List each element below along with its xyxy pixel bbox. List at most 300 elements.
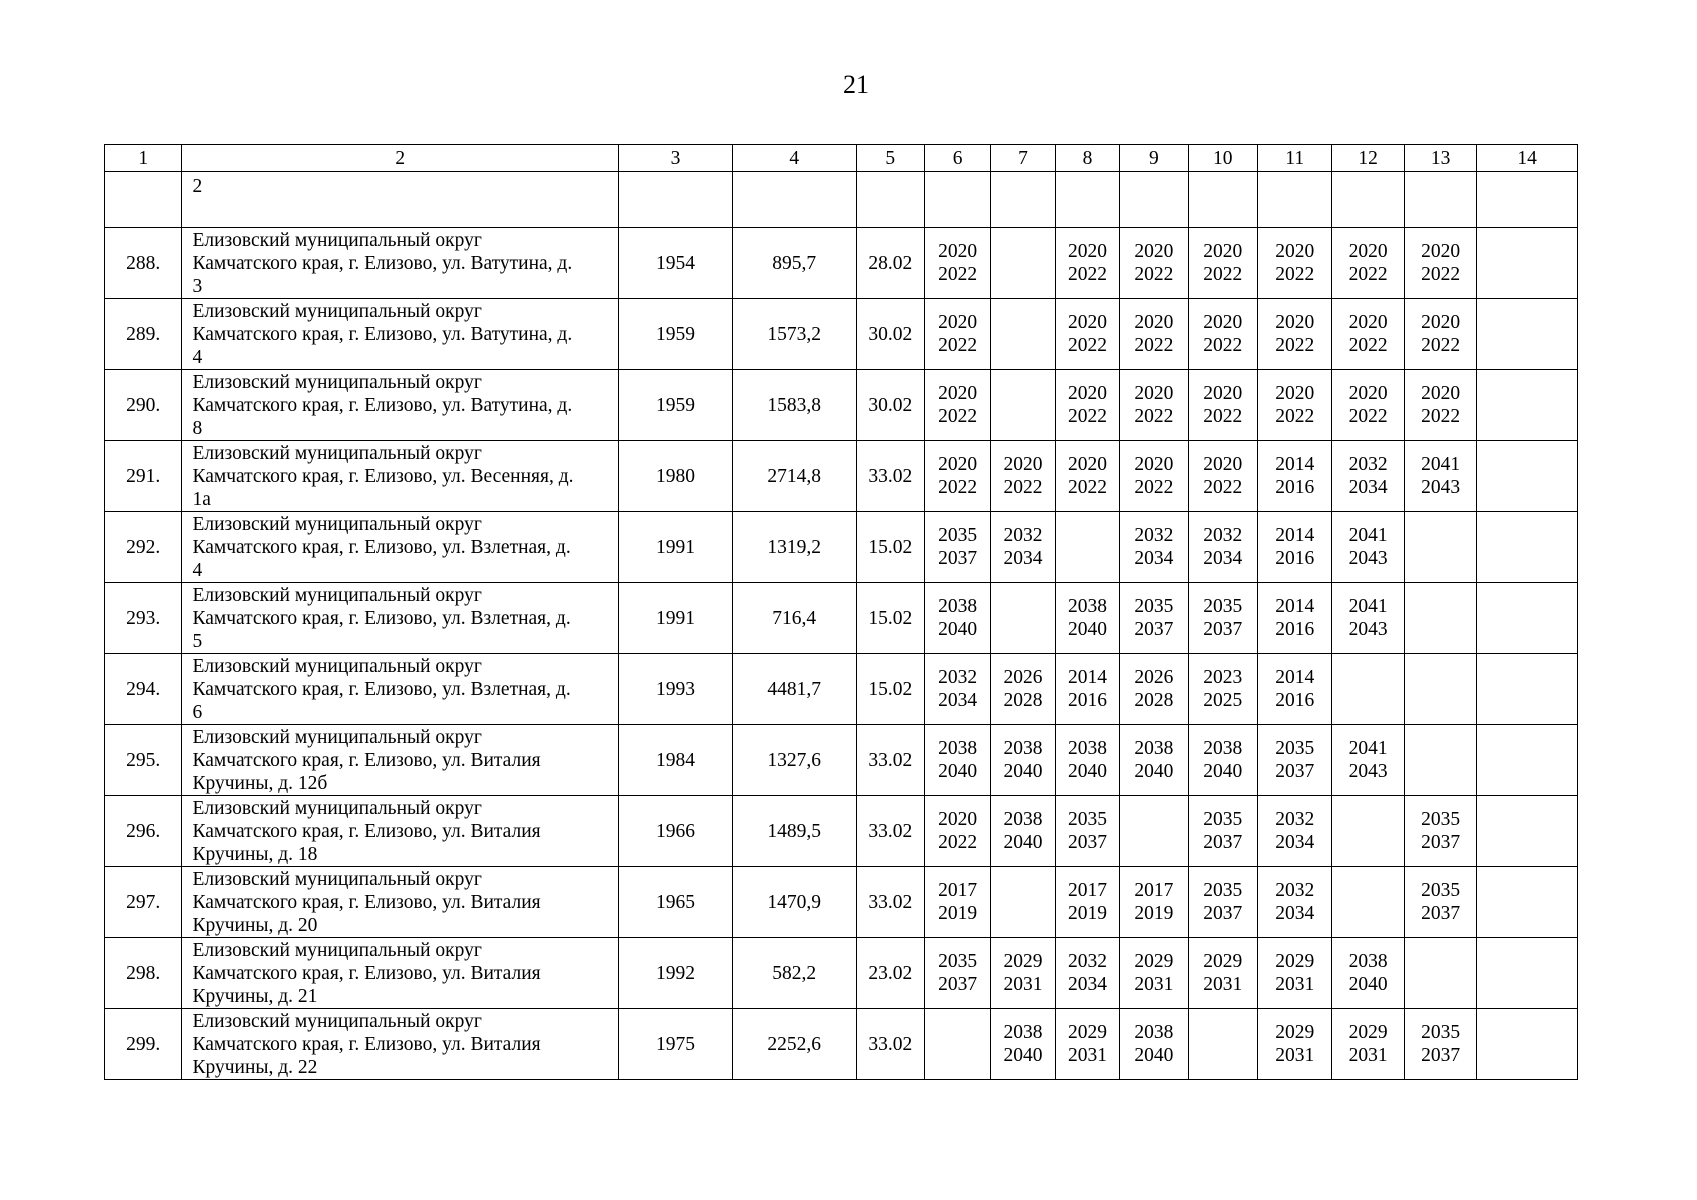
period-start: 2029 bbox=[1003, 951, 1043, 972]
empty-cell bbox=[1120, 172, 1188, 228]
empty-cell bbox=[105, 172, 182, 228]
address-cell bbox=[182, 1009, 619, 1080]
period-end: 2031 bbox=[1348, 1045, 1388, 1066]
period-end: 2031 bbox=[1003, 974, 1043, 995]
period-cell bbox=[1120, 228, 1188, 299]
period-cell bbox=[1332, 654, 1404, 725]
period-end: 2022 bbox=[1067, 477, 1107, 498]
address-cell bbox=[182, 512, 619, 583]
period-cell bbox=[1477, 583, 1578, 654]
column-number: 13 bbox=[1404, 145, 1476, 172]
period-start: 2035 bbox=[1203, 809, 1243, 830]
build-year: 1959 bbox=[619, 370, 733, 441]
period-cell bbox=[1188, 512, 1257, 583]
period-cell bbox=[1257, 228, 1331, 299]
period-cell bbox=[1120, 441, 1188, 512]
period-cell bbox=[1477, 1009, 1578, 1080]
period-start: 2035 bbox=[1067, 809, 1107, 830]
empty-cell bbox=[924, 172, 990, 228]
wear-code: 30.02 bbox=[856, 299, 924, 370]
empty-cell bbox=[619, 172, 733, 228]
empty-cell bbox=[991, 172, 1055, 228]
address-line: Елизовский муниципальный округ bbox=[192, 371, 482, 393]
period-end: 2022 bbox=[938, 832, 978, 853]
period-start: 2020 bbox=[938, 383, 978, 404]
address-line: Елизовский муниципальный округ bbox=[192, 868, 482, 890]
address-line: Елизовский муниципальный округ bbox=[192, 300, 482, 322]
period-start: 2032 bbox=[1203, 525, 1243, 546]
address-line: Елизовский муниципальный округ bbox=[192, 939, 482, 961]
address-line: Камчатского края, г. Елизово, ул. Взлетная, д. bbox=[192, 607, 571, 629]
period-start: 2038 bbox=[1067, 738, 1107, 759]
period-cell bbox=[1188, 370, 1257, 441]
address-cell bbox=[182, 441, 619, 512]
period-cell bbox=[1477, 441, 1578, 512]
period-cell bbox=[1120, 938, 1188, 1009]
build-year: 1954 bbox=[619, 228, 733, 299]
period-cell bbox=[1404, 441, 1476, 512]
address-cell bbox=[182, 370, 619, 441]
period-start: 2029 bbox=[1348, 1022, 1388, 1043]
period-start: 2032 bbox=[1348, 454, 1388, 475]
total-area: 2714,8 bbox=[732, 441, 856, 512]
period-end: 2022 bbox=[1203, 406, 1243, 427]
period-cell bbox=[991, 796, 1055, 867]
table-row bbox=[105, 441, 1578, 512]
period-end: 2022 bbox=[1134, 335, 1174, 356]
wear-code: 15.02 bbox=[856, 654, 924, 725]
period-cell bbox=[1404, 1009, 1476, 1080]
period-end: 2040 bbox=[1067, 761, 1107, 782]
period-cell bbox=[1404, 796, 1476, 867]
period-end: 2034 bbox=[1348, 477, 1388, 498]
address-line: Кручины, д. 20 bbox=[192, 914, 318, 936]
period-cell bbox=[1055, 441, 1119, 512]
address-line: 1а bbox=[192, 488, 211, 510]
period-end: 2022 bbox=[1348, 335, 1388, 356]
period-end: 2022 bbox=[1134, 406, 1174, 427]
period-cell bbox=[1188, 1009, 1257, 1080]
period-cell bbox=[1188, 654, 1257, 725]
wear-code: 33.02 bbox=[856, 441, 924, 512]
period-cell bbox=[1332, 725, 1404, 796]
period-end: 2022 bbox=[1067, 406, 1107, 427]
address-line: 5 bbox=[192, 630, 203, 652]
period-cell bbox=[1188, 441, 1257, 512]
period-cell bbox=[991, 228, 1055, 299]
period-end: 2034 bbox=[1067, 974, 1107, 995]
address-line: Елизовский муниципальный округ bbox=[192, 726, 482, 748]
period-cell bbox=[924, 725, 990, 796]
period-end: 2016 bbox=[1275, 690, 1315, 711]
period-end: 2031 bbox=[1067, 1045, 1107, 1066]
period-end: 2037 bbox=[938, 974, 978, 995]
address-cell bbox=[182, 796, 619, 867]
period-start: 2020 bbox=[1134, 383, 1174, 404]
period-start: 2032 bbox=[1067, 951, 1107, 972]
wear-code: 33.02 bbox=[856, 725, 924, 796]
period-end: 2040 bbox=[1003, 832, 1043, 853]
address-cell bbox=[182, 867, 619, 938]
period-cell bbox=[1477, 299, 1578, 370]
build-year: 1966 bbox=[619, 796, 733, 867]
period-start: 2035 bbox=[938, 525, 978, 546]
period-start: 2035 bbox=[1203, 596, 1243, 617]
column-number: 12 bbox=[1332, 145, 1404, 172]
row-number: 293. bbox=[105, 583, 182, 654]
period-cell bbox=[1055, 938, 1119, 1009]
table-row bbox=[105, 583, 1578, 654]
period-end: 2043 bbox=[1421, 477, 1461, 498]
period-cell bbox=[1055, 725, 1119, 796]
table-row bbox=[105, 370, 1578, 441]
period-end: 2022 bbox=[1348, 406, 1388, 427]
address-line: Камчатского края, г. Елизово, ул. Виталия bbox=[192, 820, 541, 842]
period-cell bbox=[1188, 725, 1257, 796]
empty-cell bbox=[732, 172, 856, 228]
period-cell bbox=[1257, 654, 1331, 725]
period-cell bbox=[1257, 867, 1331, 938]
row-number: 294. bbox=[105, 654, 182, 725]
period-start: 2032 bbox=[938, 667, 978, 688]
period-end: 2019 bbox=[938, 903, 978, 924]
period-end: 2034 bbox=[1003, 548, 1043, 569]
period-cell bbox=[1055, 796, 1119, 867]
table-row bbox=[105, 228, 1578, 299]
period-cell bbox=[991, 370, 1055, 441]
period-start: 2041 bbox=[1348, 525, 1388, 546]
address-line: Елизовский муниципальный округ bbox=[192, 655, 482, 677]
period-start: 2041 bbox=[1421, 454, 1461, 475]
period-end: 2031 bbox=[1275, 1045, 1315, 1066]
total-area: 1489,5 bbox=[732, 796, 856, 867]
period-cell bbox=[1332, 441, 1404, 512]
page-number: 21 bbox=[843, 70, 869, 99]
period-start: 2029 bbox=[1275, 1022, 1315, 1043]
period-end: 2037 bbox=[1421, 832, 1461, 853]
period-end: 2022 bbox=[1421, 335, 1461, 356]
period-start: 2020 bbox=[1203, 312, 1243, 333]
period-cell bbox=[1404, 370, 1476, 441]
address-line: Камчатского края, г. Елизово, ул. Взлетная, д. bbox=[192, 678, 571, 700]
column-number: 11 bbox=[1257, 145, 1331, 172]
row-number: 298. bbox=[105, 938, 182, 1009]
build-year: 1984 bbox=[619, 725, 733, 796]
period-end: 2034 bbox=[1275, 832, 1315, 853]
period-cell bbox=[1120, 654, 1188, 725]
period-start: 2020 bbox=[1348, 312, 1388, 333]
column-number: 4 bbox=[732, 145, 856, 172]
address-line: 4 bbox=[192, 346, 203, 368]
period-cell bbox=[1404, 228, 1476, 299]
period-start: 2029 bbox=[1067, 1022, 1107, 1043]
period-end: 2040 bbox=[1003, 761, 1043, 782]
period-start: 2038 bbox=[938, 596, 978, 617]
address-cell bbox=[182, 583, 619, 654]
period-end: 2022 bbox=[1203, 477, 1243, 498]
period-start: 2020 bbox=[1003, 454, 1043, 475]
period-end: 2022 bbox=[938, 335, 978, 356]
period-end: 2028 bbox=[1003, 690, 1043, 711]
period-cell bbox=[1477, 867, 1578, 938]
wear-code: 15.02 bbox=[856, 512, 924, 583]
period-end: 2022 bbox=[1421, 264, 1461, 285]
address-line: Елизовский муниципальный округ bbox=[192, 513, 482, 535]
period-cell bbox=[924, 299, 990, 370]
period-end: 2016 bbox=[1275, 619, 1315, 640]
period-end: 2022 bbox=[1421, 406, 1461, 427]
period-end: 2025 bbox=[1203, 690, 1243, 711]
column-number: 5 bbox=[856, 145, 924, 172]
period-end: 2043 bbox=[1348, 761, 1388, 782]
total-area: 4481,7 bbox=[732, 654, 856, 725]
column-number-row bbox=[105, 145, 1578, 172]
period-cell bbox=[1120, 796, 1188, 867]
period-cell bbox=[1477, 654, 1578, 725]
period-cell bbox=[1120, 1009, 1188, 1080]
period-cell bbox=[991, 867, 1055, 938]
period-start: 2035 bbox=[1203, 880, 1243, 901]
continuation-marker: 2 bbox=[182, 172, 619, 228]
address-line: 8 bbox=[192, 417, 203, 439]
column-number: 6 bbox=[924, 145, 990, 172]
address-line: Камчатского края, г. Елизово, ул. Виталия bbox=[192, 1033, 541, 1055]
period-end: 2037 bbox=[1421, 1045, 1461, 1066]
period-cell bbox=[1120, 725, 1188, 796]
row-number: 289. bbox=[105, 299, 182, 370]
period-cell bbox=[1257, 583, 1331, 654]
period-cell bbox=[1404, 299, 1476, 370]
column-number: 7 bbox=[991, 145, 1055, 172]
address-line: 4 bbox=[192, 559, 203, 581]
period-cell bbox=[1120, 299, 1188, 370]
period-end: 2022 bbox=[938, 477, 978, 498]
period-start: 2020 bbox=[1348, 241, 1388, 262]
period-end: 2019 bbox=[1067, 903, 1107, 924]
period-start: 2026 bbox=[1134, 667, 1174, 688]
period-cell bbox=[1332, 228, 1404, 299]
address-cell bbox=[182, 654, 619, 725]
row-number: 299. bbox=[105, 1009, 182, 1080]
period-start: 2032 bbox=[1134, 525, 1174, 546]
table-row bbox=[105, 867, 1578, 938]
period-start: 2020 bbox=[1203, 454, 1243, 475]
period-start: 2017 bbox=[1067, 880, 1107, 901]
period-cell bbox=[1477, 228, 1578, 299]
build-year: 1975 bbox=[619, 1009, 733, 1080]
period-cell bbox=[991, 583, 1055, 654]
address-line: Камчатского края, г. Елизово, ул. Ватутина, д. bbox=[192, 252, 573, 274]
period-start: 2020 bbox=[1134, 241, 1174, 262]
period-end: 2022 bbox=[1203, 335, 1243, 356]
period-cell bbox=[924, 867, 990, 938]
period-cell bbox=[1477, 512, 1578, 583]
address-cell bbox=[182, 938, 619, 1009]
total-area: 1470,9 bbox=[732, 867, 856, 938]
address-line: Камчатского края, г. Елизово, ул. Весенняя, д. bbox=[192, 465, 574, 487]
period-end: 2022 bbox=[1134, 264, 1174, 285]
period-start: 2035 bbox=[1134, 596, 1174, 617]
period-start: 2023 bbox=[1203, 667, 1243, 688]
row-number: 295. bbox=[105, 725, 182, 796]
period-cell bbox=[1188, 228, 1257, 299]
period-start: 2020 bbox=[1275, 383, 1315, 404]
wear-code: 15.02 bbox=[856, 583, 924, 654]
period-end: 2040 bbox=[1134, 1045, 1174, 1066]
period-end: 2034 bbox=[1203, 548, 1243, 569]
total-area: 2252,6 bbox=[732, 1009, 856, 1080]
period-start: 2035 bbox=[1421, 809, 1461, 830]
empty-cell bbox=[1188, 172, 1257, 228]
period-start: 2020 bbox=[1067, 454, 1107, 475]
build-year: 1965 bbox=[619, 867, 733, 938]
build-year: 1991 bbox=[619, 583, 733, 654]
address-line: Камчатского края, г. Елизово, ул. Виталия bbox=[192, 891, 541, 913]
period-end: 2040 bbox=[1348, 974, 1388, 995]
period-start: 2020 bbox=[1134, 312, 1174, 333]
period-start: 2038 bbox=[938, 738, 978, 759]
empty-cell bbox=[1477, 172, 1578, 228]
period-start: 2035 bbox=[1421, 1022, 1461, 1043]
address-cell bbox=[182, 725, 619, 796]
wear-code: 33.02 bbox=[856, 867, 924, 938]
period-end: 2031 bbox=[1134, 974, 1174, 995]
address-line: Елизовский муниципальный округ bbox=[192, 229, 482, 251]
period-end: 2040 bbox=[1203, 761, 1243, 782]
period-end: 2034 bbox=[1134, 548, 1174, 569]
period-cell bbox=[1188, 796, 1257, 867]
period-cell bbox=[1055, 867, 1119, 938]
total-area: 582,2 bbox=[732, 938, 856, 1009]
row-number: 290. bbox=[105, 370, 182, 441]
period-start: 2029 bbox=[1275, 951, 1315, 972]
period-start: 2038 bbox=[1067, 596, 1107, 617]
period-start: 2026 bbox=[1003, 667, 1043, 688]
period-start: 2032 bbox=[1003, 525, 1043, 546]
period-end: 2022 bbox=[938, 406, 978, 427]
period-end: 2022 bbox=[1275, 335, 1315, 356]
period-end: 2016 bbox=[1067, 690, 1107, 711]
period-cell bbox=[1055, 228, 1119, 299]
period-cell bbox=[1257, 512, 1331, 583]
total-area: 716,4 bbox=[732, 583, 856, 654]
period-cell bbox=[1257, 1009, 1331, 1080]
column-number: 10 bbox=[1188, 145, 1257, 172]
period-end: 2022 bbox=[1067, 335, 1107, 356]
period-start: 2014 bbox=[1067, 667, 1107, 688]
table-row bbox=[105, 938, 1578, 1009]
wear-code: 28.02 bbox=[856, 228, 924, 299]
row-number: 288. bbox=[105, 228, 182, 299]
address-line: 6 bbox=[192, 701, 203, 723]
table-row bbox=[105, 512, 1578, 583]
period-start: 2020 bbox=[1275, 241, 1315, 262]
column-number: 3 bbox=[619, 145, 733, 172]
period-start: 2020 bbox=[1134, 454, 1174, 475]
period-cell bbox=[1404, 938, 1476, 1009]
table-row bbox=[105, 654, 1578, 725]
period-end: 2022 bbox=[1275, 406, 1315, 427]
address-line: Кручины, д. 18 bbox=[192, 843, 318, 865]
address-line: 3 bbox=[192, 275, 203, 297]
period-end: 2031 bbox=[1275, 974, 1315, 995]
period-end: 2016 bbox=[1275, 548, 1315, 569]
period-start: 2032 bbox=[1275, 880, 1315, 901]
period-cell bbox=[924, 796, 990, 867]
period-start: 2038 bbox=[1203, 738, 1243, 759]
table-row bbox=[105, 796, 1578, 867]
period-cell bbox=[1477, 796, 1578, 867]
period-start: 2014 bbox=[1275, 667, 1315, 688]
address-line: Елизовский муниципальный округ bbox=[192, 1010, 482, 1032]
period-start: 2032 bbox=[1275, 809, 1315, 830]
row-number: 296. bbox=[105, 796, 182, 867]
period-start: 2017 bbox=[1134, 880, 1174, 901]
period-start: 2020 bbox=[1348, 383, 1388, 404]
address-cell bbox=[182, 299, 619, 370]
table-row bbox=[105, 1009, 1578, 1080]
period-start: 2020 bbox=[1067, 383, 1107, 404]
address-cell bbox=[182, 228, 619, 299]
period-cell bbox=[1120, 370, 1188, 441]
period-end: 2043 bbox=[1348, 548, 1388, 569]
total-area: 1327,6 bbox=[732, 725, 856, 796]
period-start: 2020 bbox=[1067, 241, 1107, 262]
period-end: 2037 bbox=[1203, 832, 1243, 853]
period-end: 2040 bbox=[1003, 1045, 1043, 1066]
period-cell bbox=[1120, 512, 1188, 583]
period-cell bbox=[1257, 370, 1331, 441]
period-cell bbox=[1332, 512, 1404, 583]
period-cell bbox=[1055, 299, 1119, 370]
address-line: Елизовский муниципальный округ bbox=[192, 797, 482, 819]
period-start: 2029 bbox=[1134, 951, 1174, 972]
period-cell bbox=[1404, 725, 1476, 796]
period-start: 2035 bbox=[938, 951, 978, 972]
housing-register-table bbox=[104, 144, 1578, 1080]
period-end: 2040 bbox=[1067, 619, 1107, 640]
period-start: 2020 bbox=[1275, 312, 1315, 333]
total-area: 1573,2 bbox=[732, 299, 856, 370]
period-cell bbox=[1055, 512, 1119, 583]
period-end: 2037 bbox=[1067, 832, 1107, 853]
column-number: 2 bbox=[182, 145, 619, 172]
period-end: 2037 bbox=[1421, 903, 1461, 924]
period-cell bbox=[1257, 441, 1331, 512]
address-line: Елизовский муниципальный округ bbox=[192, 584, 482, 606]
period-start: 2020 bbox=[1203, 383, 1243, 404]
address-line: Камчатского края, г. Елизово, ул. Ватутина, д. bbox=[192, 323, 573, 345]
address-line: Камчатского края, г. Елизово, ул. Ватутина, д. bbox=[192, 394, 573, 416]
period-end: 2034 bbox=[938, 690, 978, 711]
column-number: 8 bbox=[1055, 145, 1119, 172]
build-year: 1980 bbox=[619, 441, 733, 512]
period-cell bbox=[924, 938, 990, 1009]
period-cell bbox=[1332, 1009, 1404, 1080]
period-start: 2020 bbox=[938, 454, 978, 475]
period-end: 2037 bbox=[938, 548, 978, 569]
period-cell bbox=[1055, 370, 1119, 441]
period-start: 2020 bbox=[1421, 312, 1461, 333]
period-start: 2041 bbox=[1348, 738, 1388, 759]
period-start: 2035 bbox=[1275, 738, 1315, 759]
address-line: Камчатского края, г. Елизово, ул. Виталия bbox=[192, 962, 541, 984]
period-cell bbox=[1332, 299, 1404, 370]
column-number: 14 bbox=[1477, 145, 1578, 172]
period-cell bbox=[991, 654, 1055, 725]
period-start: 2020 bbox=[1421, 241, 1461, 262]
address-line: Кручины, д. 22 bbox=[192, 1056, 318, 1078]
